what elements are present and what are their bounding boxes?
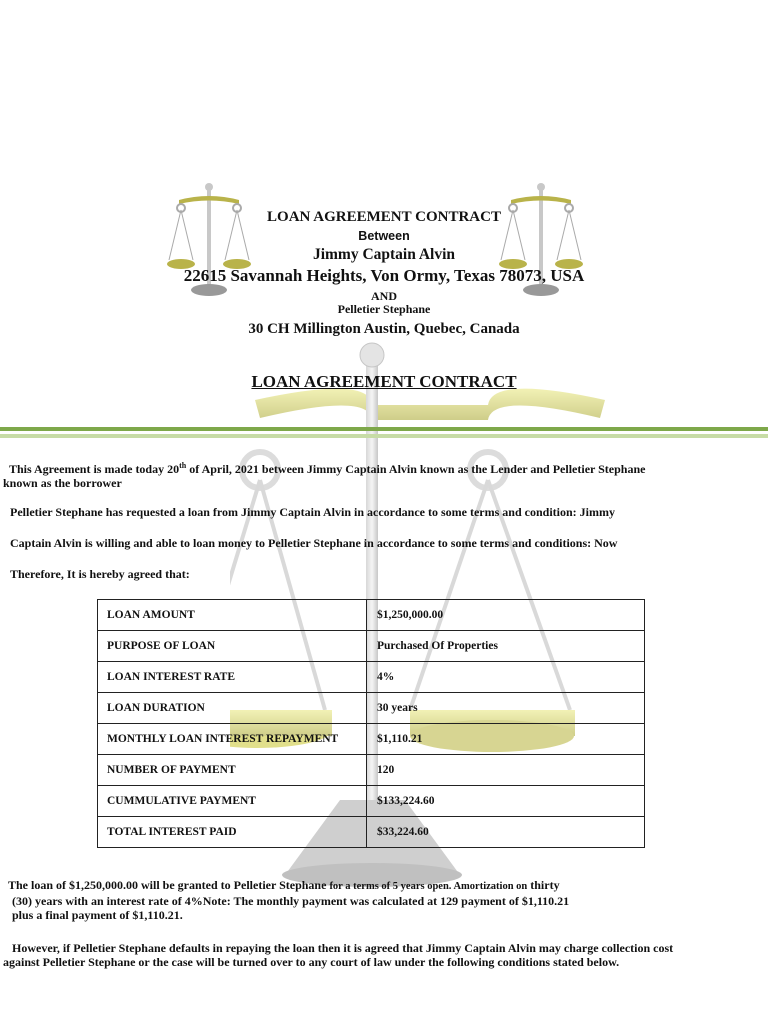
default-line-2: against Pelletier Stephane or the case will be turned over to any court of law under the following conditions stated below. xyxy=(3,955,620,969)
divider-rule-light xyxy=(0,434,768,438)
default-clause xyxy=(3,941,768,969)
loan-terms-table xyxy=(97,599,645,848)
row-label: TOTAL INTEREST PAID xyxy=(98,817,367,848)
row-value: $1,250,000.00 xyxy=(367,600,645,631)
row-label: LOAN INTEREST RATE xyxy=(98,662,367,693)
row-label: CUMMULATIVE PAYMENT xyxy=(98,786,367,817)
request-line-2: Captain Alvin is willing and able to loan money to Pelletier Stephane in accordance to some terms and conditions: Now xyxy=(10,536,618,550)
table-row xyxy=(98,755,645,786)
terms-paragraph xyxy=(8,878,768,922)
terms-text-b: for a terms of 5 years open. Amortization on xyxy=(329,881,528,892)
row-label: MONTHLY LOAN INTEREST REPAYMENT xyxy=(98,724,367,755)
row-value: $1,110.21 xyxy=(367,724,645,755)
terms-text-c: thirty xyxy=(527,878,560,892)
divider-rule xyxy=(0,427,768,431)
row-label: NUMBER OF PAYMENT xyxy=(98,755,367,786)
header-title: LOAN AGREEMENT CONTRACT xyxy=(267,209,501,225)
row-label: PURPOSE OF LOAN xyxy=(98,631,367,662)
request-line-1: Pelletier Stephane has requested a loan from Jimmy Captain Alvin in accordance to some terms and condition: Jimmy xyxy=(10,505,615,519)
intro-text-a: This Agreement is made today 20 xyxy=(9,462,180,476)
terms-text-line2: (30) years with an interest rate of 4%Note: The monthly payment was calculated at 129 payment of $1,110.21 xyxy=(12,894,570,908)
table-row xyxy=(98,817,645,848)
table-row xyxy=(98,631,645,662)
header-between: Between xyxy=(358,229,410,243)
intro-sup: th xyxy=(179,461,187,470)
row-value: $133,224.60 xyxy=(367,786,645,817)
lender-name: Jimmy Captain Alvin xyxy=(312,246,456,263)
terms-text-a: The loan of $1,250,000.00 will be granted to Pelletier Stephane xyxy=(8,878,330,892)
table-row xyxy=(98,662,645,693)
row-label: LOAN AMOUNT xyxy=(98,600,367,631)
borrower-name: Pelletier Stephane xyxy=(337,302,431,316)
row-value: $33,224.60 xyxy=(367,817,645,848)
intro-text-c: known as the borrower xyxy=(3,476,122,490)
intro-text-b: of April, 2021 between Jimmy Captain Alvin known as the Lender and Pelletier Stephane xyxy=(186,462,646,476)
borrower-address: 30 CH Millington Austin, Quebec, Canada xyxy=(248,321,520,337)
table-row xyxy=(98,693,645,724)
terms-text-line3: plus a final payment of $1,110.21. xyxy=(12,908,183,922)
table-row xyxy=(98,724,645,755)
row-label: LOAN DURATION xyxy=(98,693,367,724)
row-value: 4% xyxy=(367,662,645,693)
row-value: 120 xyxy=(367,755,645,786)
lender-address: 22615 Savannah Heights, Von Ormy, Texas 78073, USA xyxy=(183,266,585,285)
default-line-1: However, if Pelletier Stephane defaults in repaying the loan then it is agreed that Jimmy Captain Alvin may charge collection cost xyxy=(12,941,674,955)
document-heading: LOAN AGREEMENT CONTRACT xyxy=(251,372,517,391)
table-row xyxy=(98,600,645,631)
intro-paragraph xyxy=(3,459,768,490)
header-and: AND xyxy=(371,289,397,303)
table-row xyxy=(98,786,645,817)
agreed-line: Therefore, It is hereby agreed that: xyxy=(10,567,190,581)
row-value: 30 years xyxy=(367,693,645,724)
row-value: Purchased Of Properties xyxy=(367,631,645,662)
